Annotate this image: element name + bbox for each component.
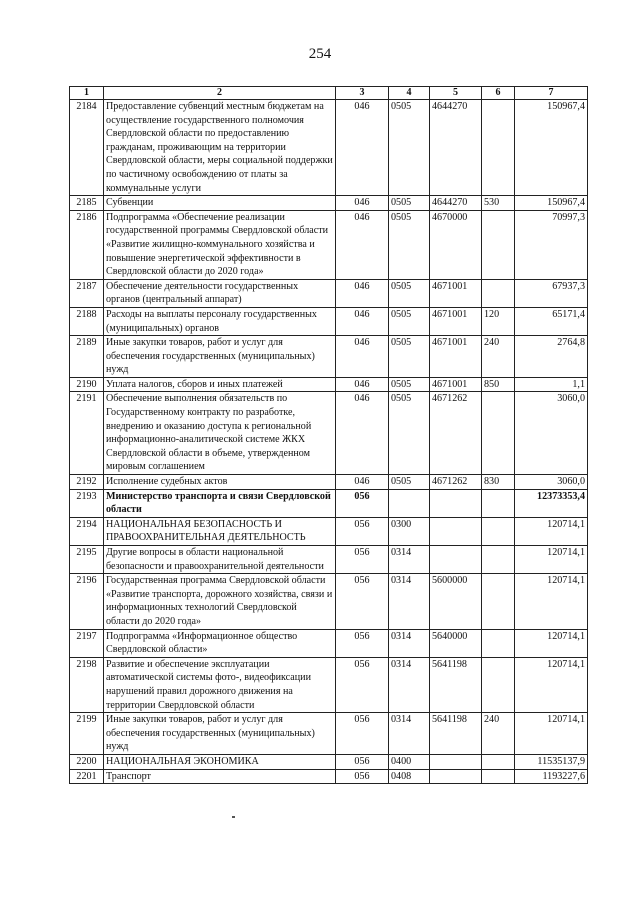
- expense-type-code: [482, 100, 515, 196]
- table-row: [70, 210, 588, 279]
- target-article-code: 4671001: [430, 307, 482, 335]
- ministry-code: 056: [336, 754, 389, 769]
- ministry-code: 056: [336, 517, 389, 545]
- target-article-code: 4671262: [430, 475, 482, 490]
- table-row: [70, 392, 588, 475]
- amount: 150967,4: [515, 100, 588, 196]
- amount: 12373353,4: [515, 489, 588, 517]
- expense-type-code: [482, 546, 515, 574]
- amount: 2764,8: [515, 336, 588, 378]
- row-description: НАЦИОНАЛЬНАЯ БЕЗОПАСНОСТЬ И ПРАВООХРАНИТЕЛЬНАЯ ДЕЯТЕЛЬНОСТЬ: [104, 517, 336, 545]
- section-code: 0400: [389, 754, 430, 769]
- row-description: Обеспечение деятельности государственных органов (центральный аппарат): [104, 279, 336, 307]
- table-row: [70, 489, 588, 517]
- table-row: [70, 713, 588, 755]
- ministry-code: 046: [336, 377, 389, 392]
- column-header-6: 6: [482, 87, 515, 100]
- row-number: 2187: [70, 279, 104, 307]
- row-description: НАЦИОНАЛЬНАЯ ЭКОНОМИКА: [104, 754, 336, 769]
- section-code: 0505: [389, 279, 430, 307]
- expense-type-code: [482, 754, 515, 769]
- section-code: 0505: [389, 336, 430, 378]
- amount: 120714,1: [515, 713, 588, 755]
- expense-type-code: 530: [482, 196, 515, 211]
- row-number: 2200: [70, 754, 104, 769]
- section-code: 0505: [389, 196, 430, 211]
- target-article-code: 4644270: [430, 196, 482, 211]
- section-code: 0314: [389, 546, 430, 574]
- table-row: [70, 279, 588, 307]
- amount: 120714,1: [515, 546, 588, 574]
- section-code: 0505: [389, 392, 430, 475]
- table-row: [70, 769, 588, 784]
- section-code: 0408: [389, 769, 430, 784]
- page-number: 254: [308, 46, 332, 62]
- row-number: 2193: [70, 489, 104, 517]
- row-description: Другие вопросы в области национальной безопасности и правоохранительной деятельности: [104, 546, 336, 574]
- ministry-code: 046: [336, 210, 389, 279]
- column-header-5: 5: [430, 87, 482, 100]
- row-description: Иные закупки товаров, работ и услуг для обеспечения государственных (муниципальных) нужд: [104, 713, 336, 755]
- target-article-code: [430, 489, 482, 517]
- section-code: [389, 489, 430, 517]
- row-description: Подпрограмма «Обеспечение реализации государственной программы Свердловской области «Развитие жилищно-коммунального хозяйства и повышение энергетической эффективности в Свердловской области до 2020 года»: [104, 210, 336, 279]
- section-code: 0314: [389, 657, 430, 712]
- amount: 67937,3: [515, 279, 588, 307]
- target-article-code: 4644270: [430, 100, 482, 196]
- row-number: 2189: [70, 336, 104, 378]
- amount: 65171,4: [515, 307, 588, 335]
- expense-type-code: [482, 210, 515, 279]
- ministry-code: 046: [336, 100, 389, 196]
- ministry-code: 056: [336, 489, 389, 517]
- column-header-2: 2: [104, 87, 336, 100]
- ministry-code: 046: [336, 307, 389, 335]
- ministry-code: 056: [336, 769, 389, 784]
- column-header-3: 3: [336, 87, 389, 100]
- ministry-code: 046: [336, 196, 389, 211]
- target-article-code: [430, 769, 482, 784]
- table-row: [70, 336, 588, 378]
- amount: 120714,1: [515, 574, 588, 629]
- expense-type-code: 830: [482, 475, 515, 490]
- expense-type-code: 850: [482, 377, 515, 392]
- target-article-code: 4670000: [430, 210, 482, 279]
- section-code: 0300: [389, 517, 430, 545]
- row-description: Иные закупки товаров, работ и услуг для обеспечения государственных (муниципальных) нужд: [104, 336, 336, 378]
- table-row: [70, 377, 588, 392]
- ministry-code: 056: [336, 713, 389, 755]
- column-header-4: 4: [389, 87, 430, 100]
- expense-type-code: 240: [482, 336, 515, 378]
- expense-type-code: [482, 392, 515, 475]
- row-description: Исполнение судебных актов: [104, 475, 336, 490]
- ministry-code: 046: [336, 392, 389, 475]
- section-code: 0505: [389, 307, 430, 335]
- amount: 3060,0: [515, 475, 588, 490]
- table-row: [70, 475, 588, 490]
- row-number: 2194: [70, 517, 104, 545]
- target-article-code: 4671001: [430, 279, 482, 307]
- row-description: Развитие и обеспечение эксплуатации автоматической системы фото-, видеофиксации нарушений правил дорожного движения на территории Свердловской области: [104, 657, 336, 712]
- table-header-row: [70, 87, 588, 100]
- amount: 1,1: [515, 377, 588, 392]
- column-header-7: 7: [515, 87, 588, 100]
- row-number: 2196: [70, 574, 104, 629]
- row-description: Расходы на выплаты персоналу государственных (муниципальных) органов: [104, 307, 336, 335]
- table-row: [70, 100, 588, 196]
- table-row: [70, 629, 588, 657]
- row-description: Министерство транспорта и связи Свердловской области: [104, 489, 336, 517]
- section-code: 0314: [389, 574, 430, 629]
- target-article-code: 4671262: [430, 392, 482, 475]
- amount: 120714,1: [515, 657, 588, 712]
- ministry-code: 056: [336, 629, 389, 657]
- target-article-code: 5641198: [430, 713, 482, 755]
- row-number: 2188: [70, 307, 104, 335]
- ministry-code: 056: [336, 574, 389, 629]
- amount: 70997,3: [515, 210, 588, 279]
- target-article-code: [430, 517, 482, 545]
- ministry-code: 046: [336, 475, 389, 490]
- ministry-code: 056: [336, 546, 389, 574]
- row-number: 2184: [70, 100, 104, 196]
- amount: 120714,1: [515, 629, 588, 657]
- section-code: 0505: [389, 377, 430, 392]
- ministry-code: 056: [336, 657, 389, 712]
- row-number: 2185: [70, 196, 104, 211]
- table-row: [70, 546, 588, 574]
- section-code: 0314: [389, 629, 430, 657]
- expense-type-code: 240: [482, 713, 515, 755]
- footer-dot: [232, 816, 235, 818]
- expense-type-code: [482, 517, 515, 545]
- expense-type-code: [482, 629, 515, 657]
- target-article-code: 5641198: [430, 657, 482, 712]
- row-description: Уплата налогов, сборов и иных платежей: [104, 377, 336, 392]
- expense-type-code: [482, 769, 515, 784]
- target-article-code: 5600000: [430, 574, 482, 629]
- amount: 11535137,9: [515, 754, 588, 769]
- section-code: 0505: [389, 210, 430, 279]
- table-row: [70, 754, 588, 769]
- row-number: 2186: [70, 210, 104, 279]
- row-description: Субвенции: [104, 196, 336, 211]
- expense-type-code: [482, 574, 515, 629]
- ministry-code: 046: [336, 279, 389, 307]
- table-row: [70, 657, 588, 712]
- row-description: Транспорт: [104, 769, 336, 784]
- row-number: 2192: [70, 475, 104, 490]
- target-article-code: [430, 546, 482, 574]
- row-description: Государственная программа Свердловской области «Развитие транспорта, дорожного хозяйства, связи и информационных технологий Свердловской области до 2020 года»: [104, 574, 336, 629]
- table-row: [70, 307, 588, 335]
- row-number: 2197: [70, 629, 104, 657]
- amount: 120714,1: [515, 517, 588, 545]
- row-number: 2198: [70, 657, 104, 712]
- expense-type-code: [482, 279, 515, 307]
- target-article-code: 4671001: [430, 336, 482, 378]
- row-number: 2191: [70, 392, 104, 475]
- amount: 150967,4: [515, 196, 588, 211]
- row-description: Подпрограмма «Информационное общество Свердловской области»: [104, 629, 336, 657]
- section-code: 0314: [389, 713, 430, 755]
- row-description: Предоставление субвенций местным бюджетам на осуществление государственного полномочия Свердловской области по предоставлению гражданам, проживающим на территории Свердловской области, меры социальной поддержки по частичному освобождению от платы за коммунальные услуги: [104, 100, 336, 196]
- table-row: [70, 196, 588, 211]
- target-article-code: 5640000: [430, 629, 482, 657]
- row-description: Обеспечение выполнения обязательств по Государственному контракту по разработке, внедрению и оказанию доступа к региональной информационно-аналитической системе ЖКХ Свердловской области в объеме, утвержденном мировым соглашением: [104, 392, 336, 475]
- row-number: 2190: [70, 377, 104, 392]
- section-code: 0505: [389, 475, 430, 490]
- table-row: [70, 517, 588, 545]
- row-number: 2201: [70, 769, 104, 784]
- expense-type-code: [482, 657, 515, 712]
- amount: 1193227,6: [515, 769, 588, 784]
- ministry-code: 046: [336, 336, 389, 378]
- amount: 3060,0: [515, 392, 588, 475]
- row-number: 2195: [70, 546, 104, 574]
- column-header-1: 1: [70, 87, 104, 100]
- target-article-code: 4671001: [430, 377, 482, 392]
- expense-type-code: [482, 489, 515, 517]
- section-code: 0505: [389, 100, 430, 196]
- expense-type-code: 120: [482, 307, 515, 335]
- target-article-code: [430, 754, 482, 769]
- row-number: 2199: [70, 713, 104, 755]
- table-row: [70, 574, 588, 629]
- budget-table: [69, 86, 588, 784]
